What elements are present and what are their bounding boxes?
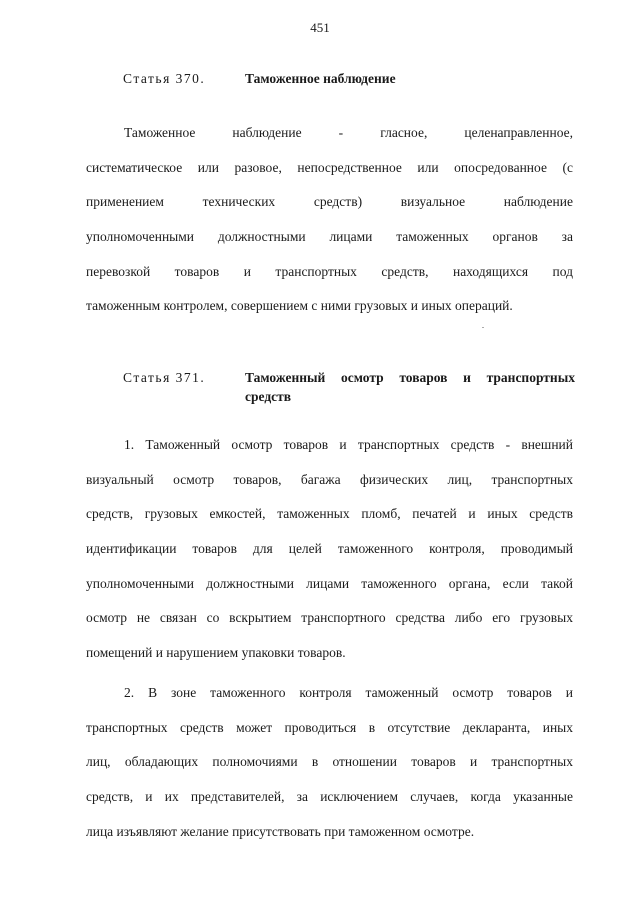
article-371-paragraph-1 [86,428,573,671]
paragraph-line: транспортных средств может проводиться в отсутствие декларанта, иных [86,719,573,735]
paragraph-line: идентификации товаров для целей таможенного контроля, проводимый [86,541,573,557]
paragraph-line: лиц, обладающих полномочиями в отношении товаров и транспортных [86,754,573,770]
paragraph-line: средств, и их представителей, за исключением случаев, когда указанные [86,789,573,805]
article-370-title: Таможенное наблюдение [245,71,396,86]
article-371-title-line: средств [245,389,292,404]
paragraph-line: средств, грузовых емкостей, таможенных пломб, печатей и иных средств [86,506,573,522]
article-370-label: Статья 370. [123,71,206,86]
paragraph-line: лица изъявляют желание присутствовать при таможенном осмотре. [86,823,475,839]
paragraph-line: 1. Таможенный осмотр товаров и транспортных средств - внешний [124,437,573,452]
paragraph-line: применением технических средств) визуальное наблюдение [86,194,573,210]
paragraph-line: уполномоченными должностными лицами таможенного органа, если такой [86,575,573,591]
article-371-title [245,368,575,406]
paragraph-line: осмотр не связан со вскрытием транспортного средства либо его грузовых [86,610,573,626]
paragraph-line: перевозкой товаров и транспортных средств, находящихся под [86,263,573,279]
paragraph-line: систематическое или разовое, непосредственное или опосредованное (с [86,159,573,175]
article-370-heading [123,69,575,88]
scan-speck [482,327,484,328]
article-371-label: Статья 371. [123,370,206,385]
paragraph-line: помещений и нарушением упаковки товаров. [86,645,346,661]
article-371-heading [123,368,575,406]
article-370-paragraph [86,116,573,324]
page-number: 451 [310,20,330,35]
paragraph-line: таможенным контролем, совершением с ними грузовых и иных операций. [86,298,513,314]
article-371-title-line: Таможенный осмотр товаров и транспортных [245,370,575,385]
article-371-paragraph-2 [86,676,573,849]
paragraph-line: визуальный осмотр товаров, багажа физических лиц, транспортных [86,471,573,487]
paragraph-line: 2. В зоне таможенного контроля таможенный осмотр товаров и [124,685,573,700]
paragraph-line: уполномоченными должностными лицами таможенных органов за [86,229,573,245]
paragraph-line: Таможенное наблюдение - гласное, целенаправленное, [124,125,573,140]
